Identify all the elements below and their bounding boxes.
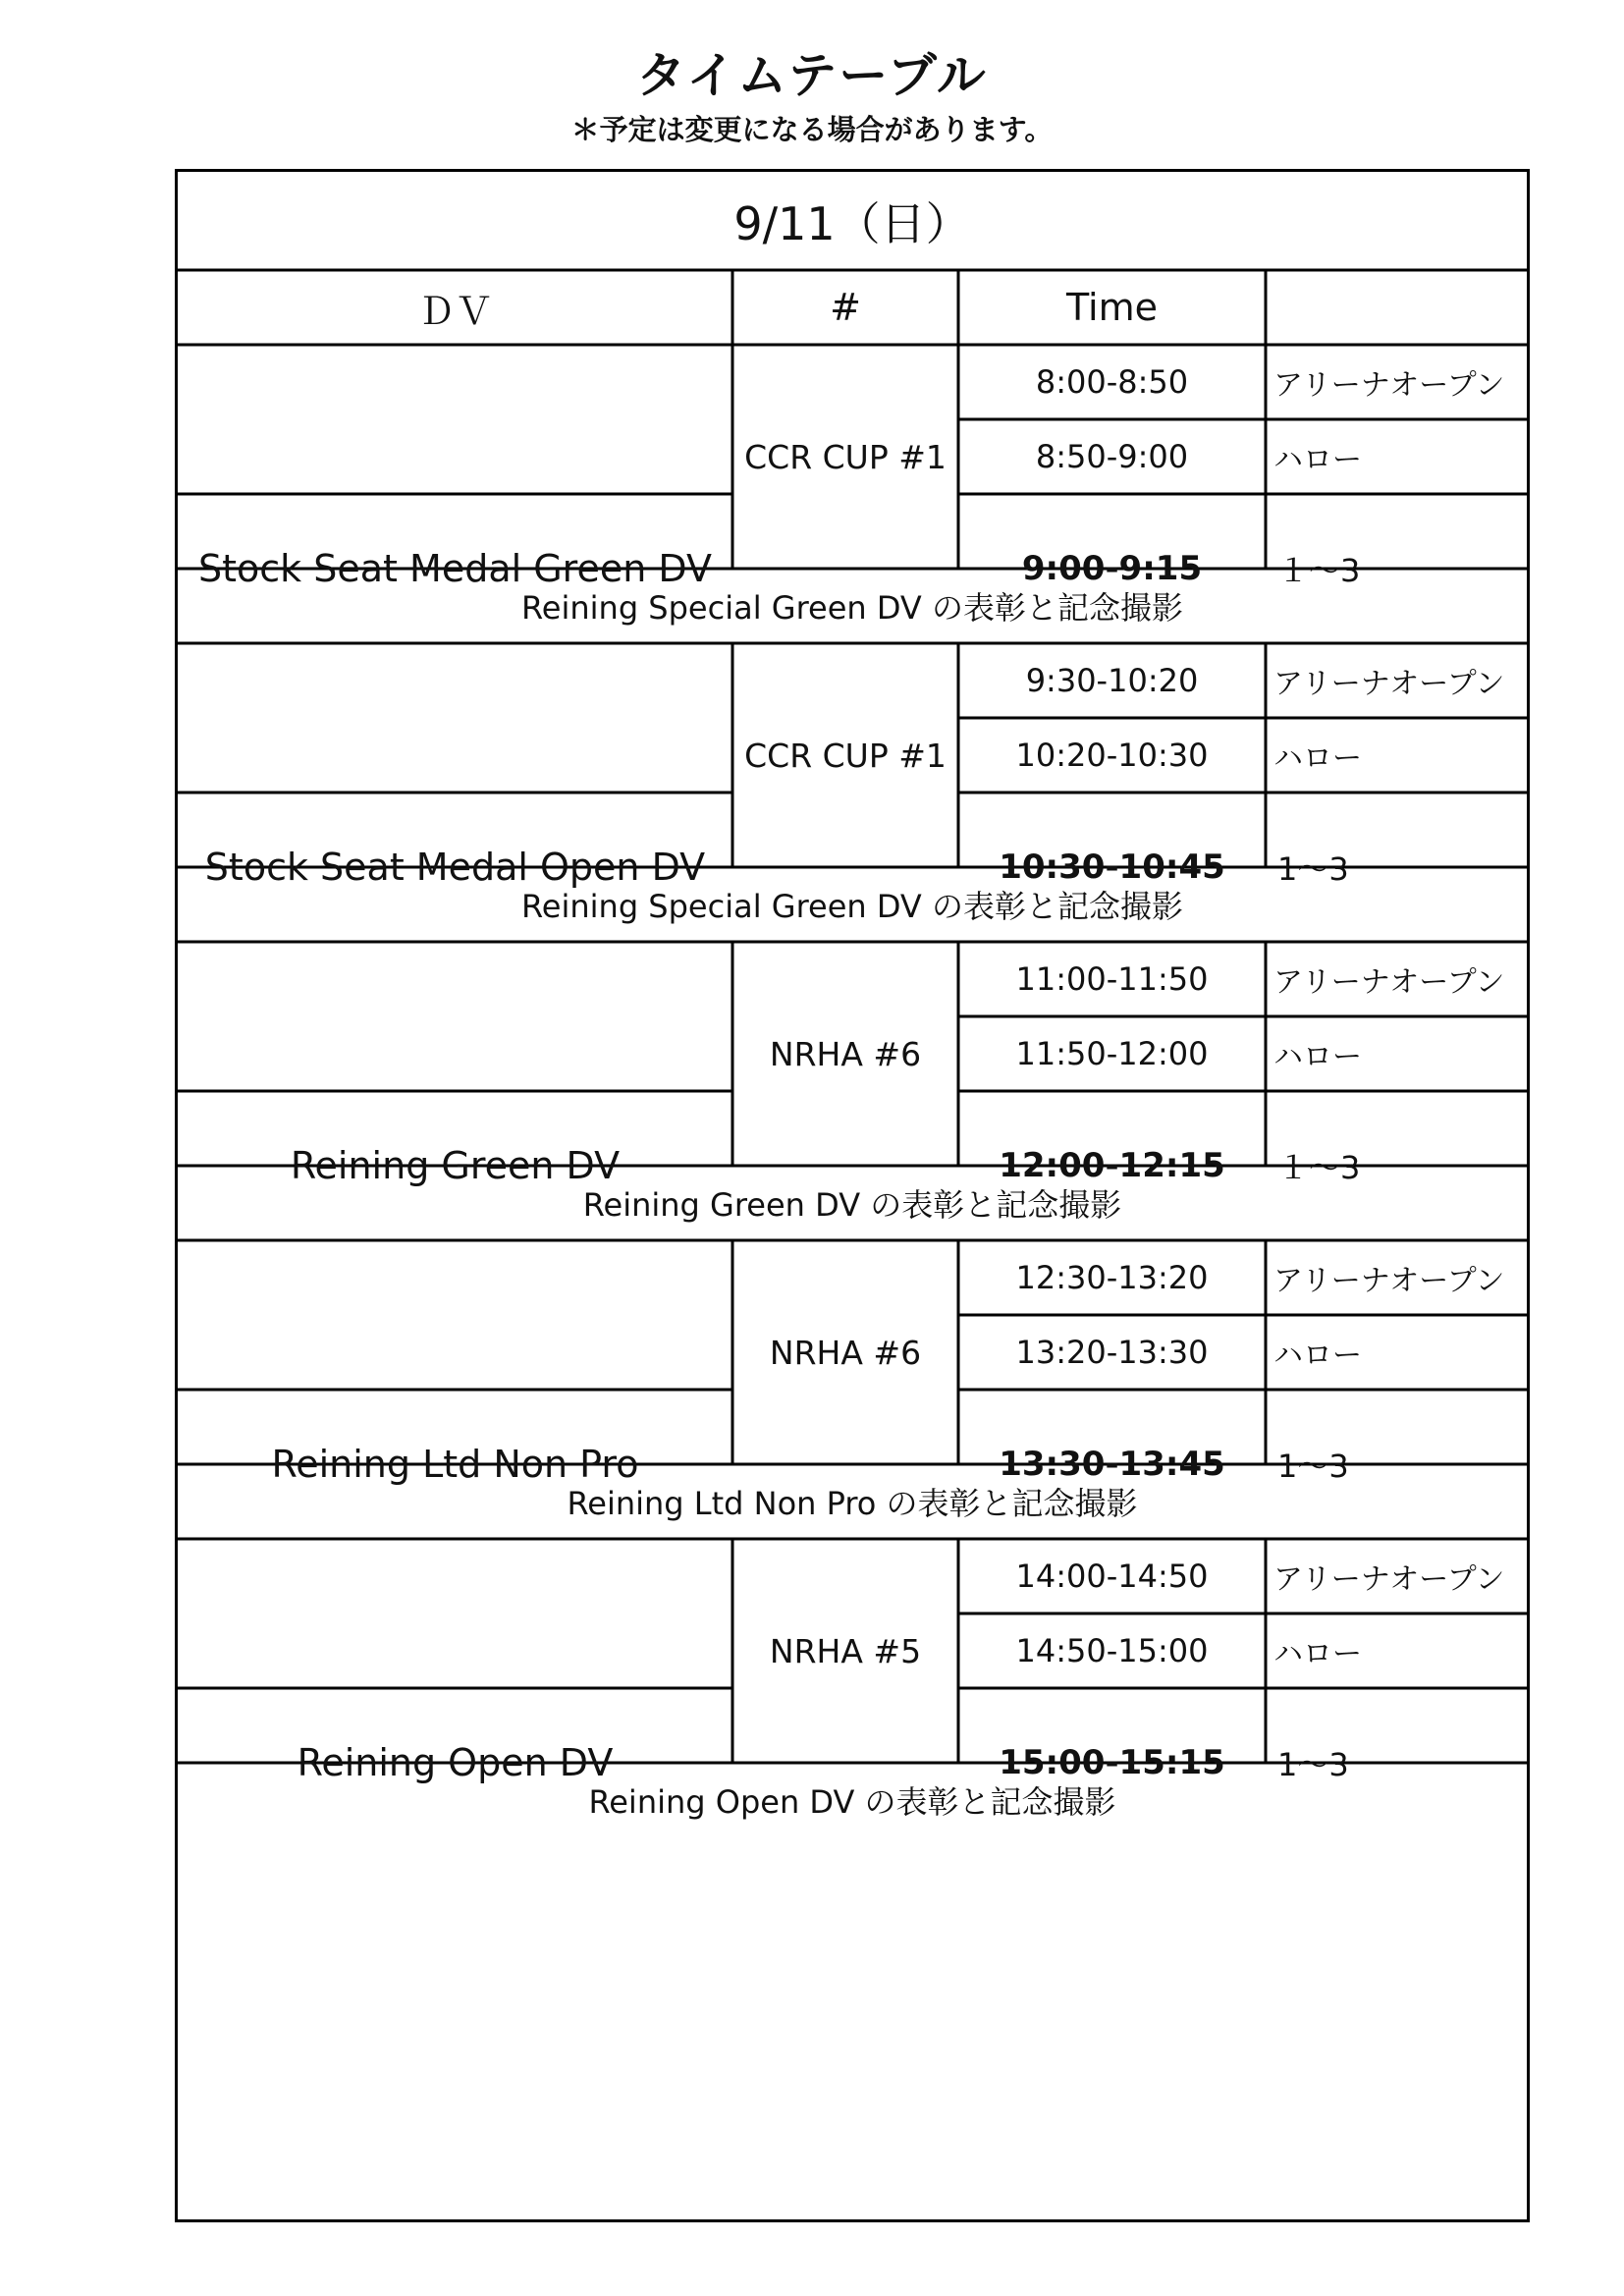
- slot-time: 10:30-10:45: [999, 847, 1225, 887]
- slot-activity: 1～3: [1277, 1448, 1349, 1485]
- column-header-dv: ＤＶ: [417, 289, 493, 333]
- slot-activity: アリーナオープン: [1273, 1264, 1505, 1298]
- slot-time: 13:20-13:30: [1015, 1334, 1209, 1371]
- class-number: NRHA #5: [769, 1631, 922, 1670]
- award-ceremony-row: Reining Special Green DV の表彰と記念撮影: [520, 888, 1183, 925]
- division-name: Stock Seat Medal Green DV: [198, 547, 712, 590]
- page-title: タイムテーブル: [636, 47, 988, 104]
- slot-activity: ハロー: [1273, 1339, 1362, 1373]
- award-ceremony-row: Reining Special Green DV の表彰と記念撮影: [520, 589, 1183, 627]
- slot-activity: アリーナオープン: [1273, 667, 1505, 701]
- slot-activity: ハロー: [1273, 1040, 1362, 1074]
- slot-activity: ハロー: [1273, 741, 1362, 776]
- slot-time: 15:00-15:15: [999, 1743, 1225, 1782]
- class-number: NRHA #6: [769, 1034, 922, 1073]
- slot-time: 9:30-10:20: [1025, 662, 1199, 699]
- column-header-time: Time: [1066, 286, 1158, 329]
- slot-activity: 1～3: [1277, 850, 1349, 888]
- slot-activity: １～3: [1277, 552, 1361, 589]
- division-name: Reining Green DV: [290, 1144, 621, 1187]
- slot-time: 14:50-15:00: [1015, 1632, 1209, 1669]
- award-ceremony-row: Reining Green DV の表彰と記念撮影: [582, 1186, 1122, 1224]
- slot-activity: アリーナオープン: [1273, 1562, 1505, 1597]
- division-name: Reining Open DV: [297, 1741, 614, 1784]
- slot-activity: １～3: [1277, 1149, 1361, 1186]
- award-ceremony-row: Reining Ltd Non Pro の表彰と記念撮影: [567, 1485, 1138, 1522]
- slot-time: 11:50-12:00: [1015, 1035, 1209, 1072]
- slot-time: 12:00-12:15: [999, 1146, 1225, 1185]
- slot-time: 8:00-8:50: [1035, 363, 1189, 401]
- slot-time: 10:20-10:30: [1015, 737, 1209, 774]
- slot-time: 14:00-14:50: [1015, 1558, 1209, 1595]
- slot-time: 12:30-13:20: [1015, 1259, 1209, 1296]
- slot-activity: 1～3: [1277, 1746, 1349, 1783]
- slot-time: 13:30-13:45: [999, 1445, 1225, 1484]
- schedule-note: ＊予定は変更になる場合があります。: [570, 113, 1054, 146]
- class-number: CCR CUP #1: [744, 736, 947, 775]
- date-header: 9/11（日）: [733, 197, 971, 250]
- division-name: Stock Seat Medal Open DV: [204, 846, 706, 889]
- division-name: Reining Ltd Non Pro: [271, 1443, 639, 1486]
- slot-time: 11:00-11:50: [1015, 960, 1209, 998]
- slot-time: 9:00-9:15: [1021, 549, 1203, 588]
- column-header-num: #: [830, 286, 861, 329]
- slot-activity: アリーナオープン: [1273, 368, 1505, 403]
- class-number: CCR CUP #1: [744, 437, 947, 476]
- slot-activity: アリーナオープン: [1273, 965, 1505, 1000]
- timetable: [175, 169, 1530, 2222]
- slot-time: 8:50-9:00: [1035, 438, 1189, 475]
- class-number: NRHA #6: [769, 1333, 922, 1372]
- column-header-note: [1266, 270, 1527, 345]
- slot-activity: ハロー: [1273, 443, 1362, 477]
- award-ceremony-row: Reining Open DV の表彰と記念撮影: [588, 1783, 1116, 1821]
- slot-activity: ハロー: [1273, 1637, 1362, 1671]
